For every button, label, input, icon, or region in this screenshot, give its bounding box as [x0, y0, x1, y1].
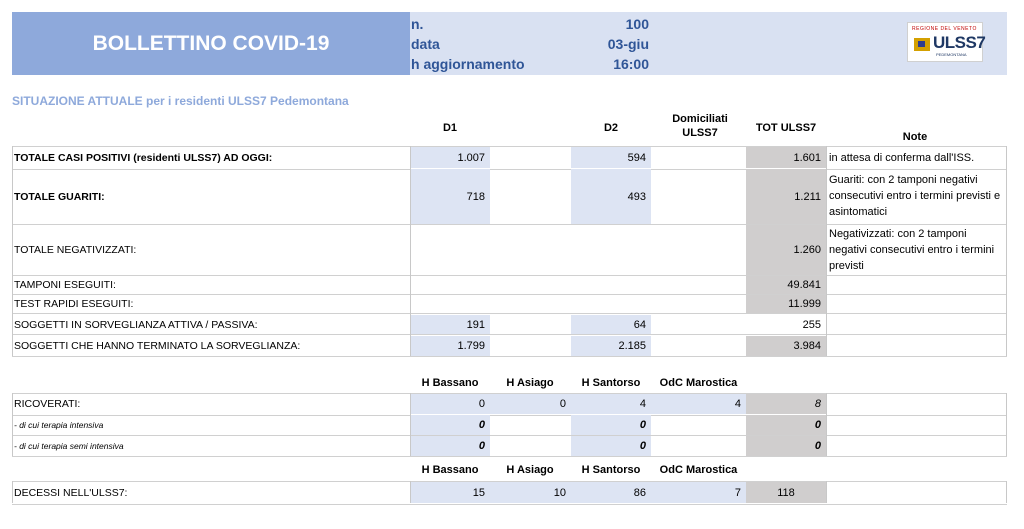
cell-d1: 191 [466, 318, 485, 331]
cell-d2: 493 [627, 190, 646, 203]
table-row [12, 415, 1007, 436]
col-header-h-santorso: H Santorso [581, 377, 641, 389]
row-note: in attesa di conferma dall'ISS. [829, 152, 975, 164]
table-row [12, 295, 1007, 314]
cell-d2: 2.185 [618, 340, 646, 352]
cell-tot: 1.260 [793, 244, 821, 256]
cell-h-santorso: 0 [639, 440, 646, 452]
row-note: Guariti: con 2 tamponi negativi consecutivi entro i termini previsti e asintomatici [829, 174, 1001, 218]
col-header-odc-marostica: OdC Marostica [659, 464, 738, 476]
cell-h-bassano: 0 [478, 440, 485, 452]
field-label-date: data [411, 36, 440, 52]
page-title: BOLLETTINO COVID-19 [92, 32, 330, 55]
lion-emblem-icon [914, 38, 930, 51]
cell-h-bassano: 15 [472, 486, 485, 499]
field-label-update-hour: h aggiornamento [411, 56, 525, 72]
col-header-h-asiago: H Asiago [506, 464, 554, 476]
col-header-odc-marostica: OdC Marostica [659, 377, 738, 389]
cell-h-asiago: 10 [553, 486, 566, 499]
col-header-h-asiago: H Asiago [506, 377, 554, 389]
col-header-d2: D2 [603, 122, 619, 134]
cell-odc-marostica: 4 [734, 398, 741, 410]
col-header-d1: D1 [442, 122, 458, 134]
col-header-h-santorso: H Santorso [581, 464, 641, 476]
row-label: TOTALE NEGATIVIZZATI: [14, 244, 137, 256]
cell-h-santorso: 4 [639, 398, 646, 410]
cell-h-asiago: 0 [559, 398, 566, 410]
cell-tot: 0 [814, 419, 821, 431]
row-label: RICOVERATI: [14, 398, 81, 410]
col-header-note: Note [902, 131, 928, 143]
cell-odc-marostica: 7 [734, 486, 741, 499]
table-row [12, 276, 1007, 295]
cell-d2: 64 [633, 318, 646, 331]
field-label-number: n. [411, 16, 424, 32]
cell-tot: 3.984 [793, 340, 821, 352]
col-header-tot: TOT ULSS7 [755, 122, 817, 134]
cell-tot: 49.841 [787, 279, 821, 291]
cell-h-santorso: 86 [633, 486, 646, 499]
row-label: - di cui terapia semi intensiva [14, 441, 124, 451]
cell-tot: 1.601 [793, 151, 821, 164]
cell-tot: 1.211 [794, 190, 821, 203]
row-label: - di cui terapia intensiva [14, 420, 104, 430]
row-label: SOGGETTI IN SORVEGLIANZA ATTIVA / PASSIVA: [14, 318, 258, 331]
col-header-h-bassano: H Bassano [421, 464, 479, 476]
ulss7-logo: REGIONE DEL VENETO ULSS7 PEDEMONTANA [907, 22, 983, 62]
row-label: TOTALE CASI POSITIVI (residenti ULSS7) AD OGGI: [14, 151, 273, 164]
row-label: DECESSI NELL'ULSS7: [14, 486, 128, 499]
field-value-number: 100 [625, 16, 649, 32]
field-value-update-hour: 16:00 [613, 56, 649, 72]
row-label: TAMPONI ESEGUITI: [14, 279, 116, 291]
cell-d1: 1.007 [457, 151, 485, 164]
cell-d1: 718 [466, 190, 485, 203]
cell-tot: 118 [777, 486, 795, 499]
row-label: TEST RAPIDI ESEGUITI: [14, 298, 134, 310]
col-header-h-bassano: H Bassano [421, 377, 479, 389]
cell-h-santorso: 0 [639, 419, 646, 431]
cell-d2: 594 [627, 151, 646, 164]
cell-tot: 0 [814, 440, 821, 452]
row-label: TOTALE GUARITI: [14, 190, 105, 203]
cell-tot: 255 [802, 318, 821, 331]
cell-h-bassano: 0 [478, 398, 485, 410]
section-subtitle: SITUAZIONE ATTUALE per i residenti ULSS7 Pedemontana [12, 94, 349, 108]
row-note: Negativizzati: con 2 tamponi negativi consecutivi entro i termini previsti [829, 228, 995, 272]
cell-tot: 11.999 [788, 298, 821, 310]
table-row [12, 436, 1007, 457]
cell-h-bassano: 0 [478, 419, 485, 431]
cell-tot: 8 [814, 398, 821, 410]
cell-d1: 1.799 [457, 340, 485, 352]
col-header-domiciliati: Domiciliati ULSS7 [672, 113, 728, 139]
field-value-date: 03-giu [607, 36, 649, 52]
row-label: SOGGETTI CHE HANNO TERMINATO LA SORVEGLIANZA: [14, 340, 301, 352]
